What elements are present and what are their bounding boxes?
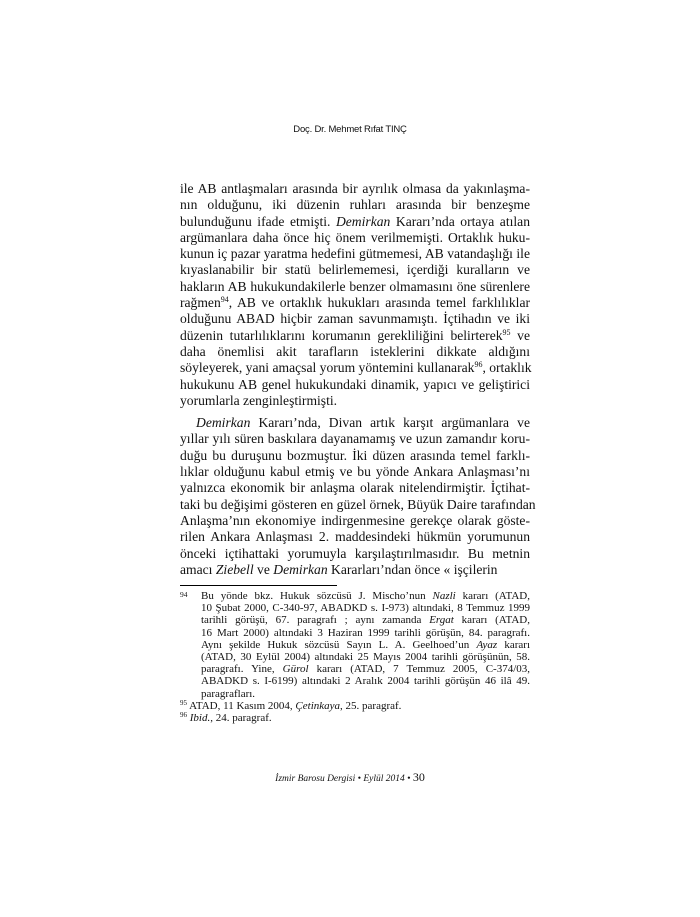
text-segment: , 24. paragraf.: [210, 711, 272, 724]
footnote-number: 96: [180, 710, 187, 719]
text-segment: hakların AB hukukundakilerle benzer olmamasını öne sürenlere: [180, 278, 530, 294]
text-segment: Bu yönde bkz. Hukuk sözcüsü J. Mischo’nun: [201, 590, 433, 602]
text-segment: argümanlara daha önce hiç önem verilmemişti. Ortaklık huku-: [180, 229, 530, 245]
text-line: [180, 464, 530, 480]
text-segment: kararı (ATAD,: [455, 590, 530, 602]
footnote-ref: 95: [502, 327, 511, 337]
text-segment: paragrafı. Yine,: [201, 663, 283, 676]
text-segment: nın olduğunu, iki düzenin ruhları arasında bir benzeşme: [180, 197, 530, 213]
text-segment: rilen Ankara Anlaşması 2. maddesindeki hükmün yorumunun: [180, 529, 530, 545]
text-segment: 16 Mart 2000) altındaki 3 Haziran 1999 tarihli görüşün, 84. paragrafı.: [201, 626, 530, 639]
footnote-number: 94: [180, 590, 188, 599]
text-segment: Demirkan: [335, 213, 391, 229]
footer-journal: İzmir Barosu Dergisi: [275, 774, 356, 784]
text-segment: önceki içtihattaki yorumuyla karşılaştırılmasıdır. Bu metnin: [180, 545, 530, 561]
text-segment: ABADKD s. I-6199) altındaki 2 Aralık 2004 tarihli görüşün 46 ilâ 49.: [201, 675, 530, 688]
text-segment: , AB ve ortaklık hukukları arasında temel farklılıklar: [228, 295, 530, 311]
text-line: [180, 377, 530, 393]
text-segment: kıyaslanabilir bir statü belirlememesi, içerdiği kuralların ve: [180, 262, 530, 278]
text-segment: Ziebell: [215, 561, 254, 577]
text-segment: söyleyerek, yani amaçsal yorum yöntemini kullanarak: [180, 360, 475, 376]
text-segment: duğu bu duruşunu bozmuştur. İki düzen arasında temel farklı-: [180, 447, 530, 463]
footnote-line: [180, 651, 530, 663]
text-line: [180, 513, 530, 529]
footnote-line: [180, 639, 530, 651]
text-line: [180, 214, 530, 230]
text-segment: Nazli: [432, 590, 456, 602]
page-number: 30: [412, 770, 425, 784]
text-line: [180, 393, 530, 409]
text-line: [180, 546, 530, 562]
text-line: [180, 448, 530, 464]
text-segment: ve: [253, 561, 274, 577]
footnote-line: [180, 602, 530, 614]
footnote-ref: 94: [220, 295, 229, 305]
text-segment: , ortaklık: [482, 360, 532, 376]
text-segment: Anlaşma’nın ekonomiye indirgenmesine gerekçe olarak göste-: [180, 512, 530, 528]
text-segment: (ATAD, 30 Eylül 2004) altındaki 25 Mayıs 2004 tarihli görüşünün, 58.: [201, 650, 530, 663]
text-segment: kararı: [497, 638, 531, 651]
text-segment: kararı (ATAD,: [453, 614, 530, 627]
text-line: [180, 197, 530, 213]
footnotes: [180, 590, 530, 724]
footnote-line: [180, 627, 530, 639]
footnote-line: [180, 590, 530, 602]
text-line: [180, 262, 530, 278]
text-line: [180, 360, 530, 376]
page-footer: [0, 770, 700, 785]
text-line: [180, 480, 530, 496]
footnote-line: [180, 614, 530, 626]
text-segment: yorumlarla zenginleştirmişti.: [180, 392, 338, 408]
text-segment: ve: [510, 327, 531, 343]
running-header-author: Doç. Dr. Mehmet Rıfat TINÇ: [293, 124, 407, 135]
text-line: [180, 415, 530, 431]
text-segment: düzenin tutarlılıklarını korumanın gerekliliğini belirterek: [180, 327, 503, 343]
footnote-number: 95: [180, 698, 187, 707]
footnote-line: [180, 700, 530, 712]
text-segment: rağmen: [180, 295, 221, 311]
text-line: [180, 279, 530, 295]
text-segment: hukukunu AB genel hukukundaki dinamik, yapıcı ve geliştirici: [180, 376, 530, 392]
text-line: [180, 529, 530, 545]
text-segment: olduğunu ABAD hiçbir zaman savunmamıştı. İçtihadın ve iki: [180, 311, 530, 327]
footer-separator: •: [357, 774, 361, 784]
text-line: [180, 230, 530, 246]
footnote-separator: [180, 585, 337, 586]
text-segment: Ibid.: [189, 711, 211, 724]
text-segment: daha önemlisi akit tarafların isteklerini dikkate aldığını: [180, 343, 530, 359]
text-line: [180, 295, 530, 311]
text-line: [180, 496, 536, 513]
text-segment: 10 Şubat 2000, C-340-97, ABADKD s. I-973) altındaki, 8 Temmuz 1999: [201, 602, 530, 615]
text-segment: lıklar olduğunu kabul etmiş ve bu yönde Ankara Anlaşması’nı: [180, 464, 530, 480]
text-line: [180, 181, 530, 197]
footnote-line: [180, 663, 530, 675]
text-segment: Ayaz: [476, 638, 498, 651]
text-segment: taki bu değişimi gösteren en güzel örnek, Büyük Daire tarafından: [180, 496, 536, 512]
text-segment: ile AB antlaşmaları arasında bir ayrılık olmasa da yakınlaşma-: [180, 181, 530, 196]
text-segment: ATAD, 11 Kasım 2004,: [189, 699, 296, 712]
text-segment: Demirkan: [273, 561, 328, 577]
text-segment: yalnızca ekonomik bir anlaşma olarak nitelendirmiştir. İçtihat-: [180, 480, 530, 496]
text-segment: Kararı’nda, Divan artık karşıt argümanlara ve: [250, 415, 530, 431]
text-segment: paragrafları.: [201, 687, 256, 700]
text-line: [180, 328, 530, 344]
text-segment: Gürol: [282, 663, 309, 676]
body-text: [180, 181, 536, 578]
text-line: [180, 344, 530, 360]
text-segment: Kararları’ndan önce « işçilerin: [327, 561, 498, 577]
text-segment: Demirkan: [196, 415, 251, 431]
text-line: [180, 311, 530, 327]
text-line: [180, 246, 530, 262]
text-segment: bulunduğunu ifade etmişti.: [180, 213, 336, 229]
text-segment: kararı (ATAD, 7 Temmuz 2005, C-374/03,: [308, 663, 530, 676]
text-line: [180, 562, 530, 578]
text-segment: Çetinkaya: [295, 699, 341, 712]
footnote-line: [180, 675, 530, 687]
text-segment: kunun iç pazar yaratma hedefini gütmemesi, AB vatandaşlığı ile: [180, 246, 530, 262]
footer-issue: Eylül 2014: [363, 774, 405, 784]
text-segment: Ergat: [429, 614, 454, 627]
footnote-ref: 96: [474, 360, 483, 370]
text-line: [180, 431, 530, 447]
footer-separator: •: [407, 774, 411, 784]
text-segment: yıllar yılı süren baskılara dayanamamış ve uzun zamandır koru-: [180, 431, 530, 447]
text-segment: tarihli görüşü, 67. paragrafı ; aynı zamanda: [201, 614, 430, 627]
text-segment: Aynı şekilde Hukuk sözcüsü Sayın L. A. Geelhoed’un: [201, 638, 477, 651]
text-segment: , 25. paragraf.: [340, 699, 402, 712]
footnote-line: [180, 712, 530, 724]
text-segment: amacı: [180, 561, 216, 577]
text-segment: Kararı’nda ortaya atılan: [390, 213, 530, 229]
footnote-line: [180, 688, 530, 700]
